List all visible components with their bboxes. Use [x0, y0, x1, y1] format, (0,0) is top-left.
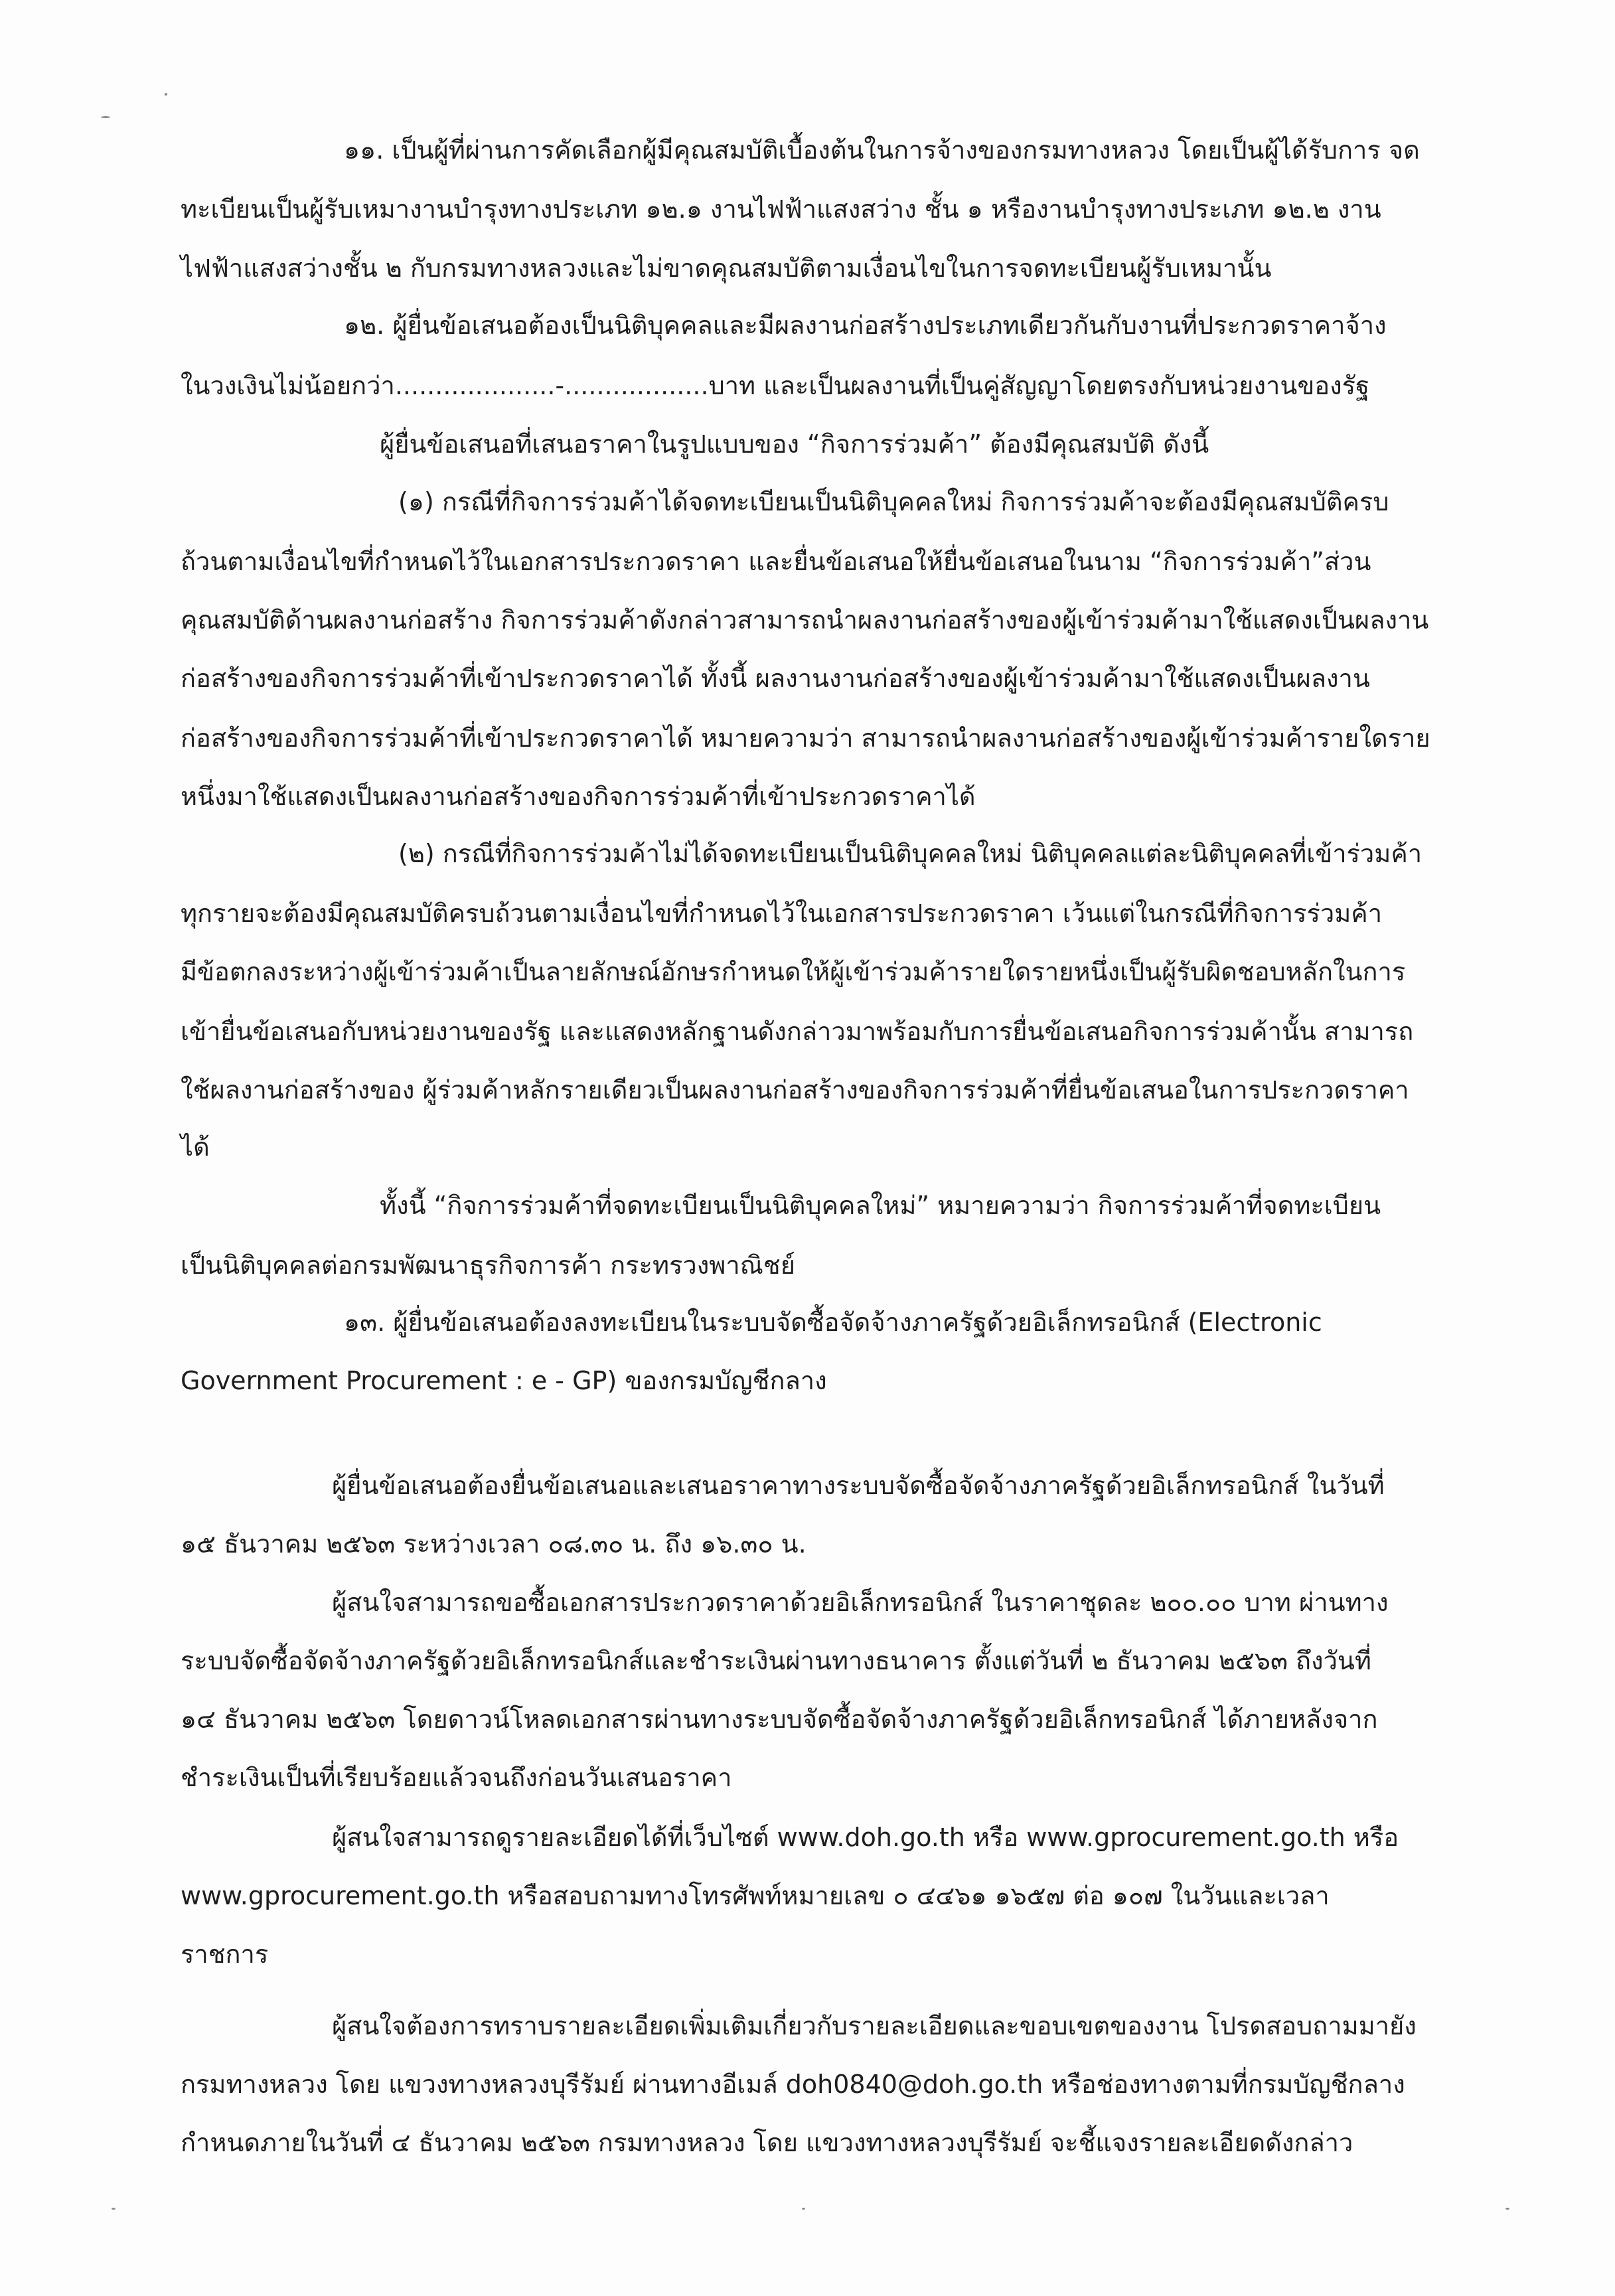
- scan-speck: [802, 2208, 805, 2210]
- text-line: กำหนดภายในวันที่ ๔ ธันวาคม ๒๕๖๓ กรมทางหลวง โดย แขวงทางหลวงบุรีรัมย์ จะชี้แจงรายละเอียดดังกล่าว: [181, 2128, 1353, 2157]
- text-line: www.gprocurement.go.th หรือสอบถามทางโทรศัพท์หมายเลข ๐ ๔๔๖๑ ๑๖๕๗ ต่อ ๑๐๗ ในวันและเวลา: [181, 1881, 1330, 1910]
- text-line: ราชการ: [181, 1940, 269, 1969]
- text-line: ทะเบียนเป็นผู้รับเหมางานบำรุงทางประเภท ๑๒.๑ งานไฟฟ้าแสงสว่าง ชั้น ๑ หรืองานบำรุงทางประเภท ๑๒.๒ งาน: [181, 194, 1381, 224]
- text-line: ชำระเงินเป็นที่เรียบร้อยแล้วจนถึงก่อนวันเสนอราคา: [181, 1763, 732, 1792]
- text-line: ผู้ยื่นข้อเสนอที่เสนอราคาในรูปแบบของ “กิจการร่วมค้า” ต้องมีคุณสมบัติ ดังนี้: [380, 429, 1209, 459]
- text-line: ได้: [181, 1132, 210, 1162]
- text-line: ระบบจัดซื้อจัดจ้างภาครัฐด้วยอิเล็กทรอนิกส์และชำระเงินผ่านทางธนาคาร ตั้งแต่วันที่ ๒ ธันวาคม ๒๕๖๓ ถึงวันที่: [181, 1646, 1371, 1675]
- text-line: เข้ายื่นข้อเสนอกับหน่วยงานของรัฐ และแสดงหลักฐานดังกล่าวมาพร้อมกับการยื่นข้อเสนอกิจการร่วมค้านั้น สามารถ: [181, 1017, 1414, 1046]
- scan-speck: [1505, 2208, 1509, 2210]
- text-line: ๑๓. ผู้ยื่นข้อเสนอต้องลงทะเบียนในระบบจัดซื้อจัดจ้างภาครัฐด้วยอิเล็กทรอนิกส์ (Electronic: [344, 1308, 1322, 1337]
- text-line: ทั้งนี้ “กิจการร่วมค้าที่จดทะเบียนเป็นนิติบุคคลใหม่” หมายความว่า กิจการร่วมค้าที่จดทะเบียน: [380, 1191, 1381, 1220]
- text-line: ทุกรายจะต้องมีคุณสมบัติครบถ้วนตามเงื่อนไขที่กำหนดไว้ในเอกสารประกวดราคา เว้นแต่ในกรณีที่กิจการร่วมค้า: [181, 899, 1383, 928]
- text-line: (๒) กรณีที่กิจการร่วมค้าไม่ได้จดทะเบียนเป็นนิติบุคคลใหม่ นิติบุคคลแต่ละนิติบุคคลที่เข้าร่วมค้า: [398, 839, 1423, 868]
- scan-speck: [165, 93, 167, 96]
- text-line: (๑) กรณีที่กิจการร่วมค้าได้จดทะเบียนเป็นนิติบุคคลใหม่ กิจการร่วมค้าจะต้องมีคุณสมบัติครบ: [398, 487, 1389, 516]
- scan-speck: [101, 116, 110, 118]
- text-line: กรมทางหลวง โดย แขวงทางหลวงบุรีรัมย์ ผ่านทางอีเมล์ doh0840@doh.go.th หรือช่องทางตามที่กรมบัญชีกลาง: [181, 2070, 1405, 2099]
- text-line: ในวงเงินไม่น้อยกว่า....................-..................บาท และเป็นผลงานที่เป็นคู่สัญญาโดยตรงกับหน่วยงานของรัฐ: [181, 371, 1370, 400]
- text-line: ผู้สนใจต้องการทราบรายละเอียดเพิ่มเติมเกี่ยวกับรายละเอียดและขอบเขตของงาน โปรดสอบถามมายัง: [332, 2011, 1417, 2040]
- text-line: ก่อสร้างของกิจการร่วมค้าที่เข้าประกวดราคาได้ ทั้งนี้ ผลงานงานก่อสร้างของผู้เข้าร่วมค้ามาใช้แสดงเป็นผลงาน: [181, 664, 1370, 693]
- text-line: ใช้ผลงานก่อสร้างของ ผู้ร่วมค้าหลักรายเดียวเป็นผลงานก่อสร้างของกิจการร่วมค้าที่ยื่นข้อเสนอในการประกวดราคา: [181, 1075, 1409, 1105]
- text-line: ผู้สนใจสามารถดูรายละเอียดได้ที่เว็บไซต์ www.doh.go.th หรือ www.gprocurement.go.th หรือ: [332, 1823, 1399, 1852]
- text-line: ไฟฟ้าแสงสว่างชั้น ๒ กับกรมทางหลวงและไม่ขาดคุณสมบัติตามเงื่อนไขในการจดทะเบียนผู้รับเหมานั้น: [181, 254, 1272, 283]
- text-line: ๑๕ ธันวาคม ๒๕๖๓ ระหว่างเวลา ๐๘.๓๐ น. ถึง ๑๖.๓๐ น.: [181, 1529, 807, 1559]
- text-line: ผู้สนใจสามารถขอซื้อเอกสารประกวดราคาด้วยอิเล็กทรอนิกส์ ในราคาชุดละ ๒๐๐.๐๐ บาท ผ่านทาง: [332, 1588, 1389, 1617]
- text-line: ๑๒. ผู้ยื่นข้อเสนอต้องเป็นนิติบุคคลและมีผลงานก่อสร้างประเภทเดียวกันกับงานที่ประกวดราคาจ้าง: [344, 311, 1387, 340]
- text-line: คุณสมบัติด้านผลงานก่อสร้าง กิจการร่วมค้าดังกล่าวสามารถนำผลงานก่อสร้างของผู้เข้าร่วมค้ามาใช้แสดงเป็นผลงาน: [181, 605, 1429, 635]
- text-line: ๑๔ ธันวาคม ๒๕๖๓ โดยดาวน์โหลดเอกสารผ่านทางระบบจัดซื้อจัดจ้างภาครัฐด้วยอิเล็กทรอนิกส์ ได้ภายหลังจาก: [181, 1705, 1378, 1734]
- text-line: มีข้อตกลงระหว่างผู้เข้าร่วมค้าเป็นลายลักษณ์อักษรกำหนดให้ผู้เข้าร่วมค้ารายใดรายหนึ่งเป็นผู้รับผิดชอบหลักในการ: [181, 957, 1406, 986]
- text-line: ก่อสร้างของกิจการร่วมค้าที่เข้าประกวดราคาได้ หมายความว่า สามารถนำผลงานก่อสร้างของผู้เข้าร่วมค้ารายใดราย: [181, 724, 1430, 753]
- text-line: ๑๑. เป็นผู้ที่ผ่านการคัดเลือกผู้มีคุณสมบัติเบื้องต้นในการจ้างของกรมทางหลวง โดยเป็นผู้ได้รับการ จด: [344, 135, 1420, 165]
- scan-speck: [112, 2208, 115, 2210]
- text-line: หนึ่งมาใช้แสดงเป็นผลงานก่อสร้างของกิจการร่วมค้าที่เข้าประกวดราคาได้: [181, 782, 976, 811]
- text-line: ถ้วนตามเงื่อนไขที่กำหนดไว้ในเอกสารประกวดราคา และยื่นข้อเสนอให้ยื่นข้อเสนอในนาม “กิจการร่วมค้า”ส่วน: [181, 547, 1371, 576]
- text-line: เป็นนิติบุคคลต่อกรมพัฒนาธุรกิจการค้า กระทรวงพาณิชย์: [181, 1251, 795, 1280]
- text-line: Government Procurement : e - GP) ของกรมบัญชีกลาง: [181, 1366, 827, 1395]
- text-line: ผู้ยื่นข้อเสนอต้องยื่นข้อเสนอและเสนอราคาทางระบบจัดซื้อจัดจ้างภาครัฐด้วยอิเล็กทรอนิกส์ ในวันที่: [332, 1471, 1385, 1500]
